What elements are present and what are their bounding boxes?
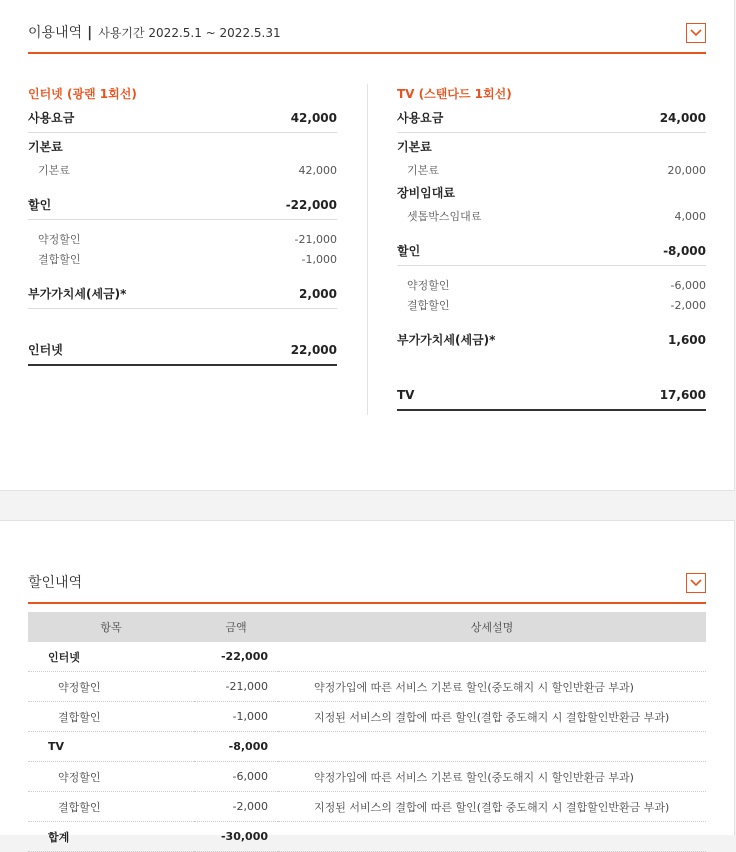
cell-amount: -21,000	[194, 672, 278, 702]
row-value: 2,000	[299, 287, 337, 301]
row-value: -6,000	[670, 279, 706, 292]
cell-amount: -22,000	[194, 642, 278, 672]
cell-amount: -6,000	[194, 762, 278, 792]
row-value: -2,000	[670, 299, 706, 312]
cell-desc	[278, 642, 706, 672]
row-value: 42,000	[298, 164, 337, 177]
header-description: 상세설명	[278, 612, 706, 642]
internet-vat-row	[28, 280, 337, 309]
row-label: 기본료	[28, 140, 63, 154]
column-divider	[367, 84, 368, 415]
header-item: 항목	[28, 612, 194, 642]
tv-usage-fee-row	[397, 104, 706, 133]
tv-discount-row	[397, 237, 706, 266]
cell-desc: 지정된 서비스의 결합에 따른 할인(결합 중도해지 시 결합할인반환금 부과)	[278, 702, 706, 732]
usage-header	[28, 0, 706, 54]
discount-table	[28, 612, 706, 852]
tv-discount-item	[397, 296, 706, 316]
discount-header	[28, 550, 706, 604]
row-label: TV	[397, 388, 415, 402]
row-label: 부가가치세(세금)*	[397, 333, 496, 347]
chevron-down-icon	[690, 579, 702, 587]
cell-amount: -8,000	[194, 732, 278, 762]
row-value: 42,000	[290, 111, 337, 125]
row-label: 셋톱박스임대료	[407, 210, 482, 223]
row-label: 기본료	[407, 164, 439, 177]
row-value: -22,000	[285, 198, 337, 212]
discount-title: 할인내역	[28, 575, 83, 591]
cell-amount: -30,000	[194, 822, 278, 852]
cell-name: 결합할인	[28, 792, 194, 822]
table-row	[28, 822, 706, 852]
cell-name: 약정할인	[28, 672, 194, 702]
table-row	[28, 672, 706, 702]
cell-desc: 약정가입에 따른 서비스 기본료 할인(중도해지 시 할인반환금 부과)	[278, 672, 706, 702]
row-value: -8,000	[663, 244, 706, 258]
tv-rental-row	[397, 179, 706, 207]
internet-title: 인터넷 (광랜 1회선)	[28, 87, 137, 101]
row-label: 할인	[28, 198, 52, 212]
row-label: 결합할인	[38, 253, 81, 266]
row-value: 20,000	[667, 164, 706, 177]
tv-title: TV (스탠다드 1회선)	[397, 87, 512, 101]
internet-usage-fee-row	[28, 104, 337, 133]
internet-base-item	[28, 161, 337, 181]
internet-discount-item	[28, 250, 337, 270]
row-label: 약정할인	[407, 279, 450, 292]
tv-column	[397, 84, 706, 411]
tv-vat-row	[397, 326, 706, 354]
table-header-row	[28, 612, 706, 642]
table-row	[28, 702, 706, 732]
row-label: 부가가치세(세금)*	[28, 287, 127, 301]
row-value: 22,000	[290, 343, 337, 357]
row-value: 24,000	[659, 111, 706, 125]
usage-title	[28, 22, 281, 42]
row-label: 사용요금	[397, 111, 444, 125]
row-value: 1,600	[668, 333, 706, 347]
usage-toggle-button[interactable]	[686, 23, 706, 43]
tv-discount-item	[397, 276, 706, 296]
row-value: -21,000	[294, 233, 337, 246]
row-label: 장비임대료	[397, 186, 455, 200]
table-row	[28, 732, 706, 762]
row-label: 할인	[397, 244, 421, 258]
row-value: 17,600	[659, 388, 706, 402]
tv-base-row	[397, 133, 706, 161]
tv-total-row	[397, 381, 706, 411]
cell-desc: 지정된 서비스의 결합에 따른 할인(결합 중도해지 시 결합할인반환금 부과)	[278, 792, 706, 822]
tv-rental-item	[397, 207, 706, 227]
chevron-down-icon	[690, 29, 702, 37]
usage-title-text: 이용내역	[28, 25, 83, 41]
row-label: 결합할인	[407, 299, 450, 312]
discount-card	[0, 520, 735, 844]
row-value: -1,000	[301, 253, 337, 266]
cell-amount: -1,000	[194, 702, 278, 732]
internet-discount-row	[28, 191, 337, 220]
cell-desc	[278, 822, 706, 852]
cell-desc: 약정가입에 따른 서비스 기본료 할인(중도해지 시 할인반환금 부과)	[278, 762, 706, 792]
internet-total-row	[28, 336, 337, 366]
row-value: 4,000	[674, 210, 706, 223]
row-label: 기본료	[38, 164, 70, 177]
cell-name: 인터넷	[28, 642, 194, 672]
internet-column	[28, 84, 337, 366]
title-separator: |	[87, 25, 93, 41]
header-amount: 금액	[194, 612, 278, 642]
cell-name: 결합할인	[28, 702, 194, 732]
cell-name: TV	[28, 732, 194, 762]
table-row	[28, 762, 706, 792]
cell-name: 약정할인	[28, 762, 194, 792]
row-label: 약정할인	[38, 233, 81, 246]
discount-toggle-button[interactable]	[686, 573, 706, 593]
internet-base-row	[28, 133, 337, 161]
table-row	[28, 792, 706, 822]
cell-desc	[278, 732, 706, 762]
usage-period: 사용기간 2022.5.1 ~ 2022.5.31	[98, 26, 281, 40]
cell-amount: -2,000	[194, 792, 278, 822]
row-label: 기본료	[397, 140, 432, 154]
row-label: 인터넷	[28, 343, 63, 357]
row-label: 사용요금	[28, 111, 75, 125]
table-row	[28, 642, 706, 672]
cell-name: 합계	[28, 822, 194, 852]
internet-discount-item	[28, 230, 337, 250]
tv-base-item	[397, 161, 706, 181]
